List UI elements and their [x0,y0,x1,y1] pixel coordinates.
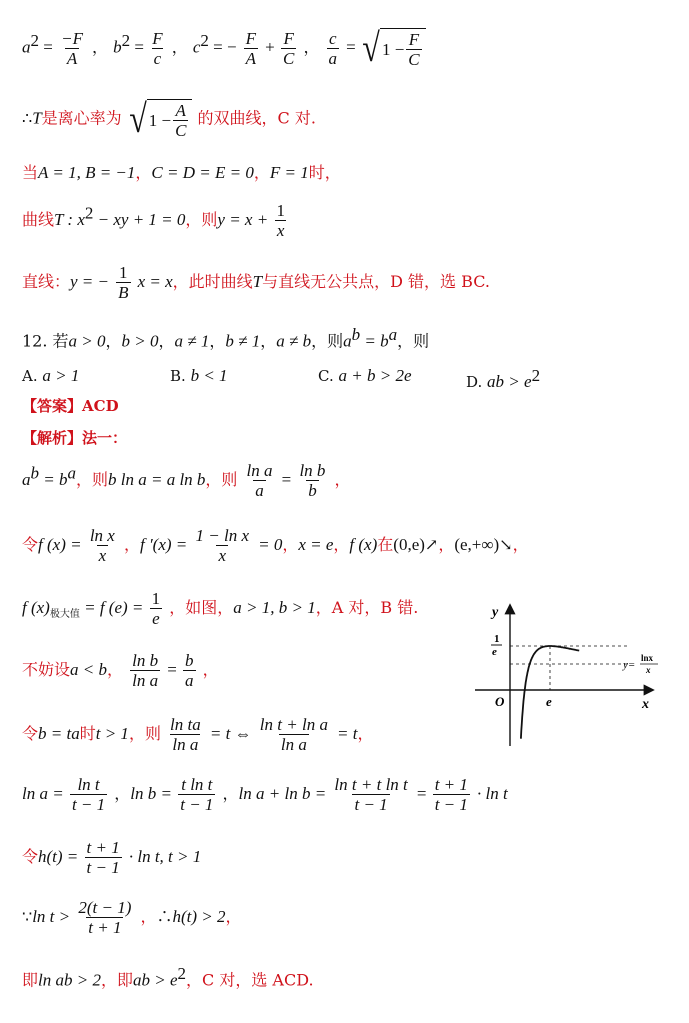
increasing-arrow-icon: ↗ [424,535,439,554]
step-9: 即ln ab > 2，即ab > $e^2$，C 对，选 ACD. [22,964,314,990]
fraction: $\frac{c}{a}$ [328,28,338,68]
fraction: $\frac{\text{ln t + t ln t}}{t - 1}$ [334,775,408,814]
fraction: $\frac{F}{c}$ [152,28,163,68]
line-4: 曲线T : $x^2$ − xy + 1 = 0，则y = x + $\frac{1}{x}$ [22,201,285,240]
question-12: 12. 若a > 0，b > 0，a ≠ 1，b ≠ 1，a ≠ b，则$a^b = b^a$，则 [22,325,430,351]
square-root: √ 1 − $\frac{F}{C}$ [360,28,426,68]
fraction: $\frac{F}{A}$ [245,28,257,68]
fraction: $\frac{1}{e}$ [151,589,161,628]
y-axis-label: y [492,605,499,620]
answer-label: 【答案】ACD [22,397,119,415]
fraction: $\frac{\text{ln ta}}{\text{ln a}}$ [170,715,201,754]
fraction: $\frac{\text{ln a}}{a}$ [246,461,273,500]
option-a: A. a > 1 [22,366,80,385]
fraction: $\frac{1}{x}$ [276,201,285,240]
fraction: $\frac{-F}{A}$ [61,28,83,68]
fraction: $\frac{\text{ln t}}{t - 1}$ [71,775,106,814]
fraction: $\frac{b}{a}$ [185,651,194,690]
step-8: ∵ln t > $\frac{2(t - 1)}{t + 1}$ ，∴h(t) > 2， [22,898,242,937]
line-1: $a^2$ = $\frac{-F}{A}$ ， $b^2$ = $\frac{F}{c}$ ， $c^2$ = − $\frac{F}{A}$ + $\frac{F}{C}$ ， $\frac{c}{a}$ = √ 1 − $\frac{F}{C}$ [22,28,426,68]
line-2: ∴T是离心率为 √ 1 − $\frac{A}{C}$ 的双曲线，C 对. [22,96,316,141]
fraction: $\frac{\text{ln t + ln a}}{\text{ln a}}$ [259,715,328,754]
e-tick-label: e [546,694,552,709]
fraction: $\frac{\text{ln b}}{b}$ [299,461,326,500]
x-axis-label: x [642,697,649,712]
option-d: D. ab > $e^2$ [466,366,541,391]
option-b: B. b < 1 [170,366,228,385]
step-7: 令h(t) = $\frac{t + 1}{t - 1}$ · ln t, t > 1 [22,838,202,877]
square-root: √ 1 − $\frac{A}{C}$ [127,99,193,139]
origin-label: O [495,694,505,709]
step-4: 不妨设a < b， $\frac{\text{ln b}}{\text{ln a}}$ = $\frac{b}{a}$ ， [22,651,219,690]
step-1: $a^b = b^a$，则b ln a = a ln b，则 $\frac{\text{ln a}}{a}$ = $\frac{\text{ln b}}{b}$ ， [22,461,351,500]
fraction: $\frac{\text{t ln t}}{t - 1}$ [180,775,214,814]
fraction: $\frac{1}{B}$ [118,263,129,302]
curve-label-denominator: x [646,665,651,675]
step-2: 令f (x) = $\frac{\text{ln x}}{x}$ ，f ′(x) = $\frac{\text{1 − ln x}}{x}$ = 0，x = e，f (x)在(0,e)↗，(e,+∞)↘， [22,526,529,565]
step-6: ln a = $\frac{\text{ln t}}{t - 1}$ ，ln b = $\frac{\text{t ln t}}{t - 1}$ ，ln a + ln b = $\frac{\text{ln t + t ln t}}{t - 1}$ = $\frac{t + 1}{t - 1}$ · ln t [22,775,508,814]
fraction: $\frac{t + 1}{t - 1}$ [434,775,468,814]
analysis-label: 【解析】法一： [22,429,128,447]
fraction: $\frac{\text{1 − ln x}}{x}$ [195,526,249,565]
line-3: 当A = 1, B = −1，C = D = E = 0，F = 1时， [22,163,341,182]
function-graph [470,598,660,748]
step-3: f $(x)_{极大值} = f$ (e) = $\frac{1}{e}$ ，如图，a > 1, b > 1，A 对，B 错. [22,589,419,628]
fraction: $\frac{\text{ln x}}{x}$ [89,526,115,565]
curve-label-numerator: lnx [641,653,654,663]
line-5: 直线：y = − $\frac{1}{B}$ x = x，此时曲线T与直线无公共点，D 错，选 BC. [22,263,490,302]
peak-value-denominator: e [492,646,497,658]
fraction: $\frac{2(t - 1)}{t + 1}$ [78,898,132,937]
fraction: $\frac{t + 1}{t - 1}$ [86,838,120,877]
curve-label-prefix: y= [623,659,636,671]
fraction: $\frac{F}{C}$ [283,28,295,68]
fraction: $\frac{\text{ln b}}{\text{ln a}}$ [132,651,159,690]
option-c: C. a + b > 2e [318,366,412,385]
decreasing-arrow-icon: ↘ [499,535,513,554]
step-5: 令b = ta时t > 1，则 $\frac{\text{ln ta}}{\text{ln a}}$ = t ⇔ $\frac{\text{ln t + ln a}}{\text{ln a}}$ = t， [22,715,374,754]
peak-value-numerator: 1 [494,633,500,645]
